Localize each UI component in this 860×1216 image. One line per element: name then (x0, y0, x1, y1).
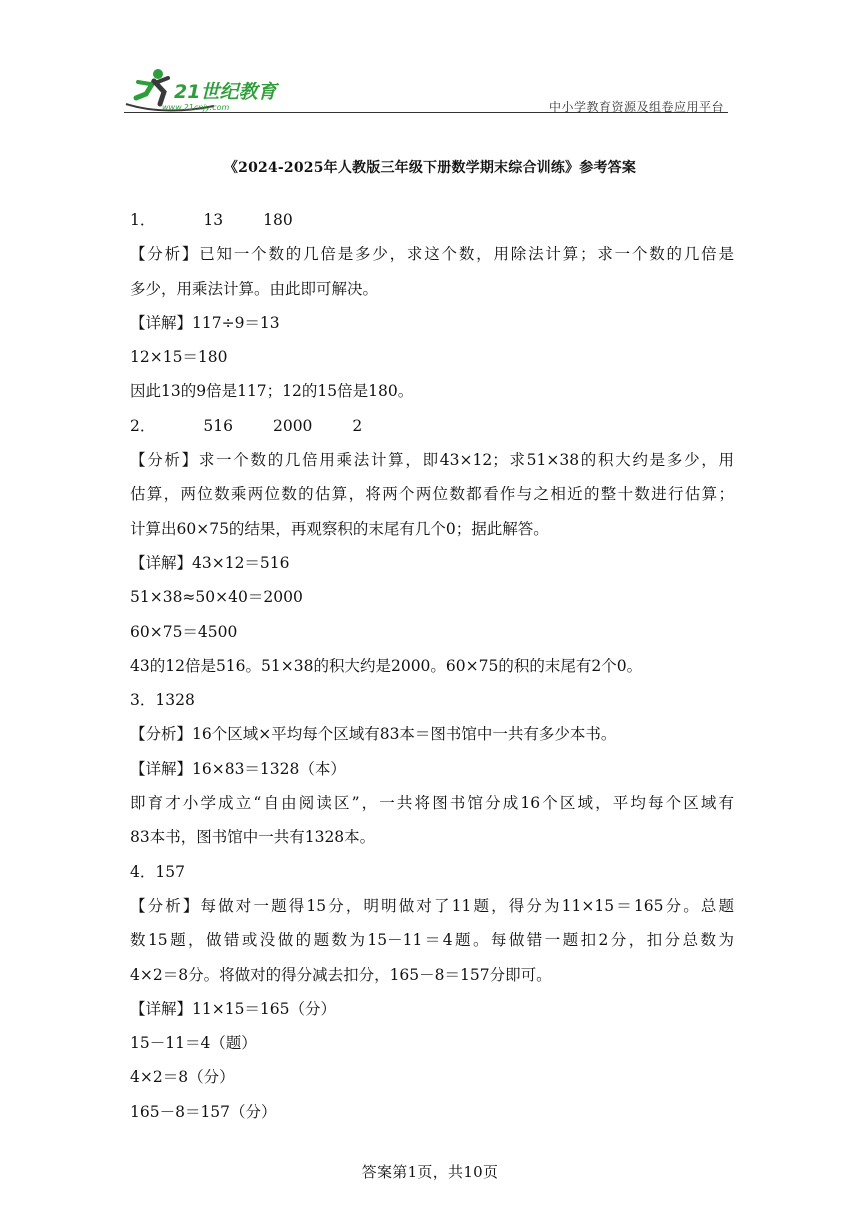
q1-analysis-2: 多少，用乘法计算。由此即可解决。 (130, 279, 379, 298)
q4-analysis-3: 4×2＝8分。将做对的得分减去扣分，165－8＝157分即可。 (130, 965, 552, 984)
q3-conclusion-2: 83本书，图书馆中一共有1328本。 (130, 828, 376, 847)
q1-detail-1: 【详解】117÷9＝13 (130, 313, 280, 332)
q2-analysis-3: 计算出60×75的结果，再观察积的末尾有几个0；据此解答。 (130, 519, 549, 538)
q4-detail-3: 4×2＝8（分） (130, 1068, 235, 1087)
q4-analysis-1: 【分析】每做对一题得15分，明明做对了11题，得分为11×15＝165分。总题 (130, 896, 734, 915)
q2-answer-2: 2000 (272, 416, 313, 435)
q1-number: 1． (130, 211, 156, 229)
q1-analysis-1: 【分析】已知一个数的几倍是多少，求这个数，用除法计算；求一个数的几倍是 (130, 245, 734, 264)
q3-detail-1: 【详解】16×83＝1328（本） (130, 759, 346, 778)
page-header (124, 64, 728, 116)
q2-detail-1: 【详解】43×12＝516 (130, 553, 290, 572)
q2-answer-3: 2 (352, 416, 363, 435)
q4-analysis-2: 数15题，做错或没做的题数为15－11＝4题。每做错一题扣2分，扣分总数为 (130, 931, 734, 950)
q3-conclusion-1: 即育才小学成立“自由阅读区”，一共将图书馆分成16个区域，平均每个区域有 (130, 794, 734, 813)
logo-url: www.21cnjy.com (162, 103, 230, 112)
q2-number: 2． (130, 416, 156, 435)
header-divider (124, 112, 728, 113)
runner-logo-icon (124, 64, 324, 114)
q2-analysis-2: 估算，两位数乘两位数的估算，将两个两位数都看作与之相近的整十数进行估算； (130, 485, 734, 504)
q2-detail-2: 51×38≈50×40＝2000 (130, 588, 303, 607)
q4-detail-4: 165－8＝157（分） (130, 1102, 277, 1121)
answer-content (130, 203, 734, 1129)
q4-heading: 4．157 (130, 862, 185, 881)
q2-detail-3: 60×75＝4500 (130, 622, 238, 641)
q1-conclusion: 因此13的9倍是117；12的15倍是180。 (130, 382, 414, 401)
q2-answer-line (130, 409, 734, 443)
document-title: 《2024-2025年人教版三年级下册数学期末综合训练》参考答案 (223, 160, 637, 176)
q1-detail-2: 12×15＝180 (130, 348, 228, 367)
page-footer: 答案第1页，共10页 (361, 1163, 499, 1181)
q1-answer-2: 180 (263, 211, 293, 229)
logo-wordmark: 21世纪教育 (174, 81, 277, 103)
q2-conclusion: 43的12倍是516。51×38的积大约是2000。60×75的积的末尾有2个0。 (130, 656, 643, 675)
q3-heading: 3．1328 (130, 691, 195, 710)
platform-label: 中小学教育资源及组卷应用平台 (548, 100, 724, 114)
logo (124, 64, 324, 114)
q4-detail-2: 15－11＝4（题） (130, 1034, 257, 1053)
q3-analysis-1: 【分析】16个区域×平均每个区域有83本＝图书馆中一共有多少本书。 (130, 725, 617, 744)
q2-analysis-1: 【分析】求一个数的几倍用乘法计算，即43×12；求51×38的积大约是多少，用 (130, 451, 734, 470)
q1-answer-line (130, 203, 734, 237)
q2-answer-1: 516 (203, 416, 233, 435)
q4-detail-1: 【详解】11×15＝165（分） (130, 999, 337, 1018)
q1-answer-1: 13 (203, 211, 224, 229)
